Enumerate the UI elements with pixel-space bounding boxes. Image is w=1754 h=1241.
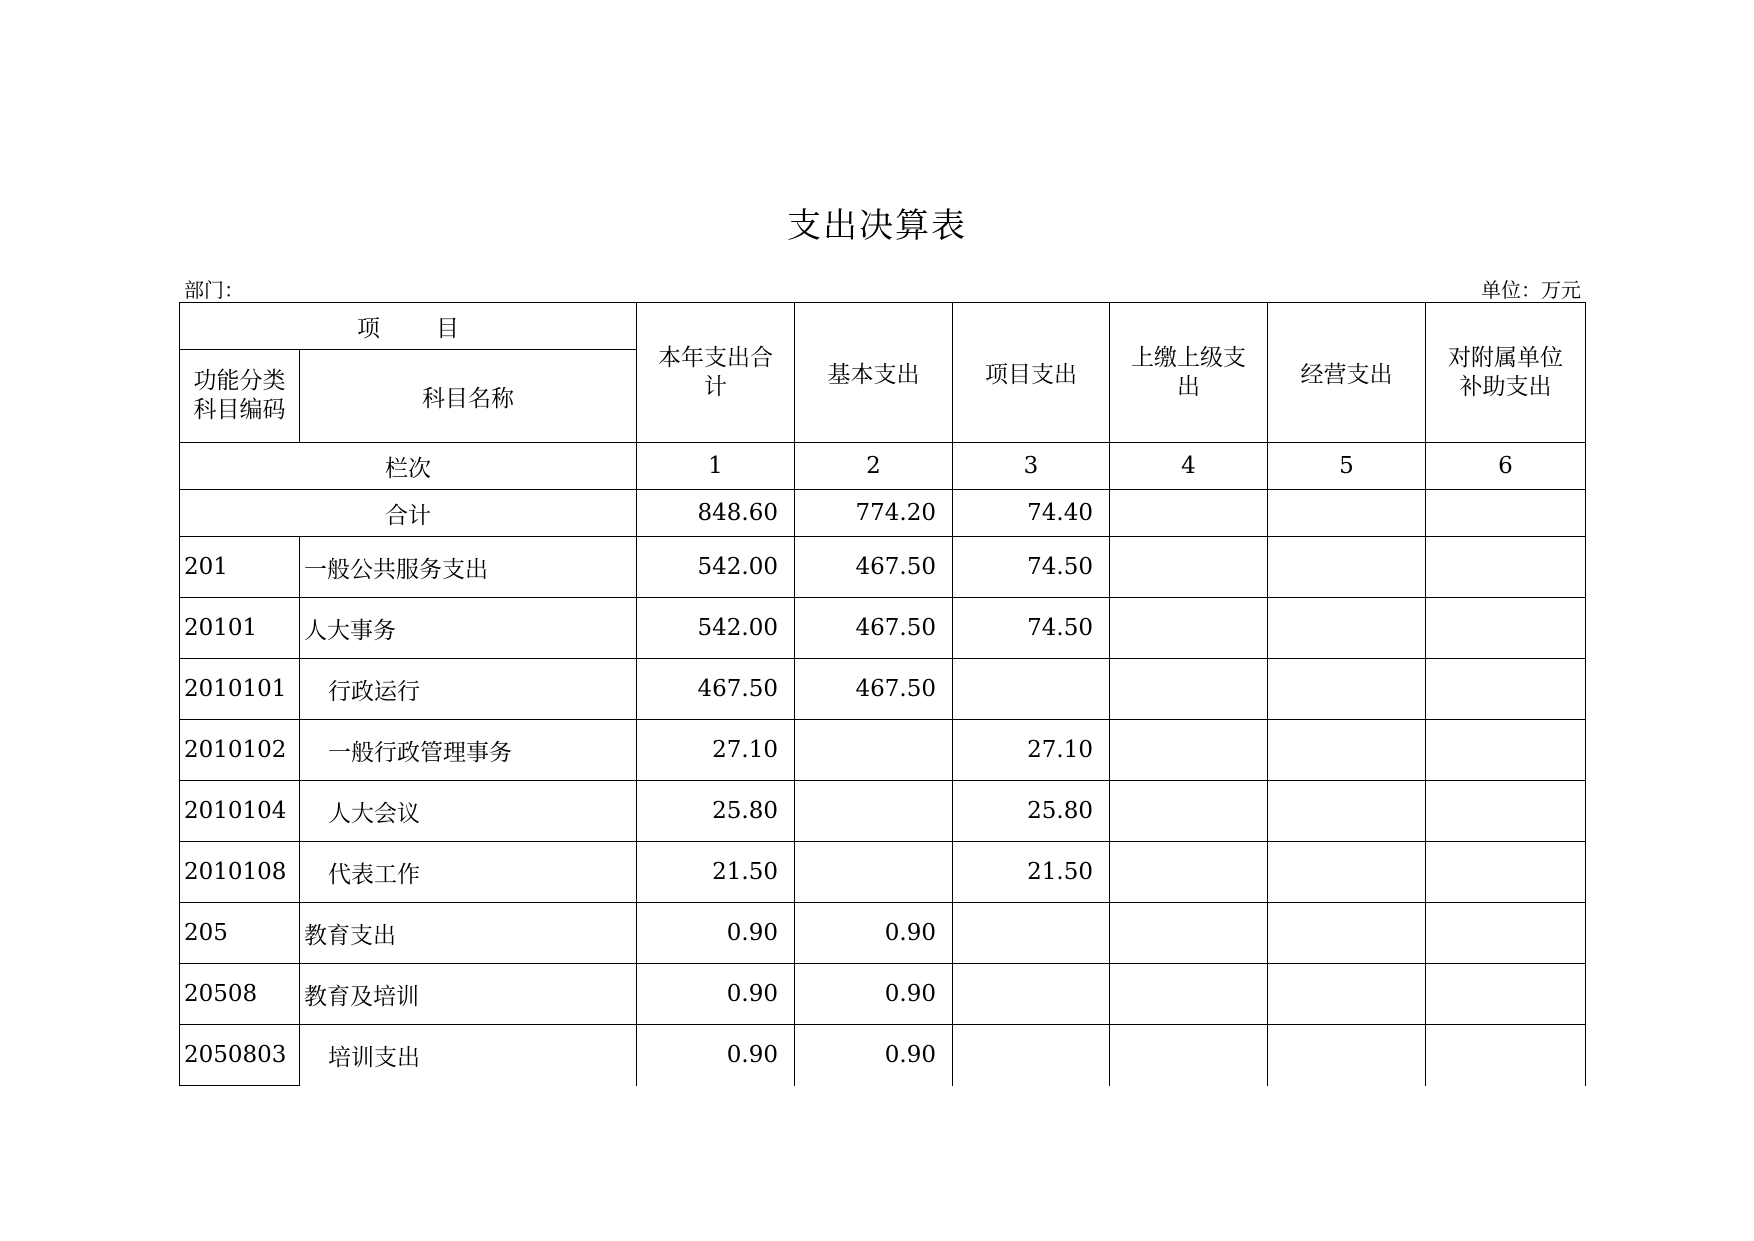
- header-col-basic: 基本支出: [795, 303, 953, 443]
- column-index-label: 栏次: [180, 443, 637, 490]
- row-name: 教育支出: [300, 903, 637, 964]
- header-item-right: 目: [436, 315, 459, 342]
- row-code: 201: [180, 537, 300, 598]
- column-index-2: 2: [795, 443, 953, 490]
- row-name: 教育及培训: [300, 964, 637, 1025]
- row-value: 467.50: [637, 659, 795, 720]
- table-row: [180, 903, 1586, 964]
- row-name: 一般行政管理事务: [300, 720, 637, 781]
- table-row: [180, 720, 1586, 781]
- row-value: [1268, 903, 1426, 964]
- row-code: 2010104: [180, 781, 300, 842]
- table-row: [180, 1025, 1586, 1086]
- row-value: [1268, 659, 1426, 720]
- column-index-1: 1: [637, 443, 795, 490]
- row-value: [1110, 903, 1268, 964]
- row-value: [1426, 659, 1586, 720]
- row-value: 0.90: [637, 964, 795, 1025]
- total-row: [180, 490, 1586, 537]
- row-value: [1426, 842, 1586, 903]
- total-value: 848.60: [637, 490, 795, 537]
- total-value: [1110, 490, 1268, 537]
- row-value: [1268, 598, 1426, 659]
- header-code-col: 功能分类科目编码: [180, 350, 300, 443]
- table-row: [180, 598, 1586, 659]
- row-name: 代表工作: [300, 842, 637, 903]
- column-index-3: 3: [953, 443, 1110, 490]
- row-value: [1426, 781, 1586, 842]
- row-value: [1110, 842, 1268, 903]
- row-code: 2010108: [180, 842, 300, 903]
- row-value: [1110, 537, 1268, 598]
- row-value: 21.50: [953, 842, 1110, 903]
- row-name: 培训支出: [300, 1025, 637, 1086]
- row-value: 0.90: [795, 1025, 953, 1086]
- row-value: [1426, 537, 1586, 598]
- table-row: [180, 842, 1586, 903]
- row-value: 74.50: [953, 537, 1110, 598]
- header-row-item: [180, 303, 1586, 350]
- total-value: 74.40: [953, 490, 1110, 537]
- header-col-project: 项目支出: [953, 303, 1110, 443]
- row-value: [795, 842, 953, 903]
- header-item-left: 项: [357, 315, 380, 342]
- table-row: [180, 537, 1586, 598]
- page-title: 支出决算表: [787, 206, 967, 246]
- row-value: [1426, 1025, 1586, 1086]
- total-value: 774.20: [795, 490, 953, 537]
- row-name: 行政运行: [300, 659, 637, 720]
- row-value: [953, 964, 1110, 1025]
- row-value: [1426, 720, 1586, 781]
- header-col-remit: 上缴上级支出: [1110, 303, 1268, 443]
- row-value: [1268, 537, 1426, 598]
- row-value: [795, 781, 953, 842]
- row-value: [1110, 720, 1268, 781]
- row-value: [953, 659, 1110, 720]
- row-value: 467.50: [795, 598, 953, 659]
- row-value: 0.90: [637, 903, 795, 964]
- row-value: [953, 903, 1110, 964]
- row-value: [1426, 964, 1586, 1025]
- row-name: 一般公共服务支出: [300, 537, 637, 598]
- row-value: [1110, 659, 1268, 720]
- row-value: [1268, 964, 1426, 1025]
- row-value: [1426, 903, 1586, 964]
- row-code: 20508: [180, 964, 300, 1025]
- total-value: [1426, 490, 1586, 537]
- table-row: [180, 781, 1586, 842]
- row-code: 205: [180, 903, 300, 964]
- row-name: 人大会议: [300, 781, 637, 842]
- row-value: [953, 1025, 1110, 1086]
- row-value: 467.50: [795, 537, 953, 598]
- row-value: [1268, 720, 1426, 781]
- table-row: [180, 964, 1586, 1025]
- header-name-col: 科目名称: [300, 350, 637, 443]
- header-item-cell: [180, 303, 637, 350]
- row-value: [1110, 1025, 1268, 1086]
- expenditure-table: [179, 302, 1586, 1086]
- row-value: [1110, 964, 1268, 1025]
- unit-label: 单位：万元: [1481, 278, 1581, 302]
- row-code: 2050803: [180, 1025, 300, 1086]
- row-value: [1268, 842, 1426, 903]
- row-value: [1110, 781, 1268, 842]
- column-index-6: 6: [1426, 443, 1586, 490]
- department-label: 部门：: [184, 278, 244, 302]
- row-code: 2010102: [180, 720, 300, 781]
- row-value: 542.00: [637, 598, 795, 659]
- row-value: 25.80: [953, 781, 1110, 842]
- row-value: 27.10: [637, 720, 795, 781]
- header-col-business: 经营支出: [1268, 303, 1426, 443]
- row-name: 人大事务: [300, 598, 637, 659]
- row-value: 25.80: [637, 781, 795, 842]
- row-value: 467.50: [795, 659, 953, 720]
- row-value: [1110, 598, 1268, 659]
- total-label: 合计: [180, 490, 637, 537]
- row-value: 0.90: [795, 964, 953, 1025]
- row-value: 0.90: [795, 903, 953, 964]
- header-col-subsidy: 对附属单位补助支出: [1426, 303, 1586, 443]
- row-value: 542.00: [637, 537, 795, 598]
- row-value: [1268, 781, 1426, 842]
- row-value: [1426, 598, 1586, 659]
- column-index-5: 5: [1268, 443, 1426, 490]
- row-value: [795, 720, 953, 781]
- row-value: 21.50: [637, 842, 795, 903]
- header-col-total: 本年支出合计: [637, 303, 795, 443]
- column-index-row: [180, 443, 1586, 490]
- row-value: 74.50: [953, 598, 1110, 659]
- row-value: [1268, 1025, 1426, 1086]
- column-index-4: 4: [1110, 443, 1268, 490]
- total-value: [1268, 490, 1426, 537]
- row-value: 0.90: [637, 1025, 795, 1086]
- row-value: 27.10: [953, 720, 1110, 781]
- table-row: [180, 659, 1586, 720]
- row-code: 2010101: [180, 659, 300, 720]
- row-code: 20101: [180, 598, 300, 659]
